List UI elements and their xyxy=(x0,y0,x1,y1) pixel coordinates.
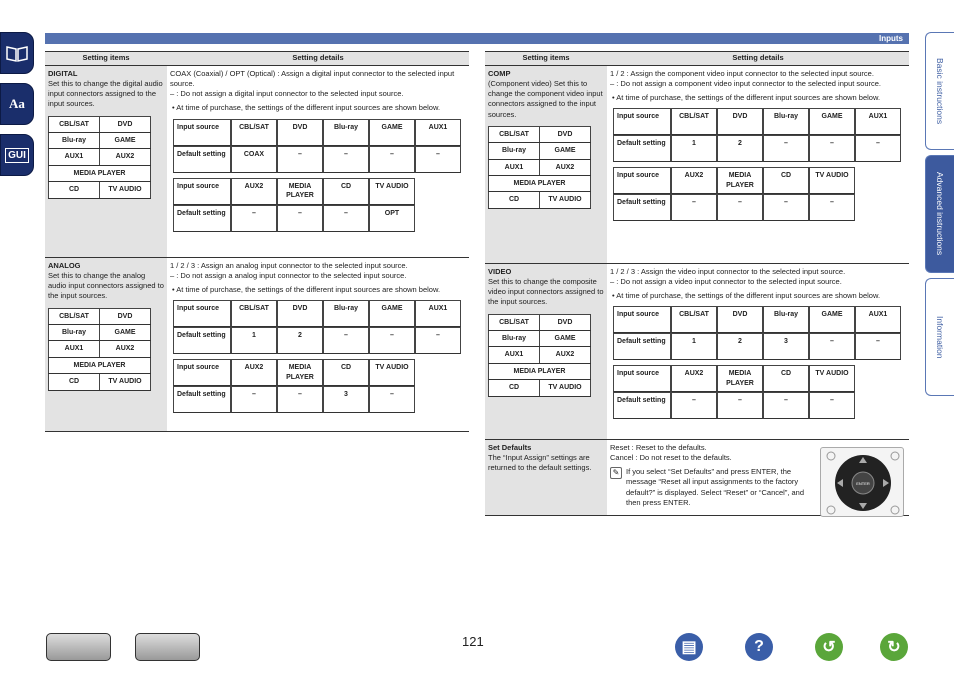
receiver-front-icon[interactable] xyxy=(46,633,111,661)
detail-line: 1 / 2 / 3 : Assign the video input connector to the selected input source. xyxy=(610,267,846,276)
input-panel: CBL/SAT DVD Blu-ray GAME AUX1 AUX2 MEDIA PLAYER CD TV AUDIO xyxy=(488,314,591,397)
bullet-note: • At time of purchase, the settings of the different input sources are shown below. xyxy=(612,291,881,301)
tip-note xyxy=(610,467,813,508)
item-desc: The “Input Assign” settings are returned to the default settings. xyxy=(488,453,592,473)
item-title: DIGITAL xyxy=(48,69,78,78)
detail-line: 1 / 2 : Assign the component video input connector to the selected input source. xyxy=(610,69,874,78)
item-desc: Set this to change the composite video input connectors assigned to the input sources. xyxy=(488,277,604,307)
glossary-icon[interactable]: Aa xyxy=(0,83,34,125)
col-header-details: Setting details xyxy=(607,52,909,66)
default-grid: Input source CBL/SAT DVD Blu-ray GAME AUX1 Default setting 1 2 – – – xyxy=(613,108,901,162)
bullet-note: • At time of purchase, the settings of the different input sources are shown below. xyxy=(612,93,881,103)
tab-basic-instructions[interactable]: Basic instructions xyxy=(925,32,954,150)
default-grid: Input source AUX2 MEDIA PLAYER CD TV AUDIO Default setting – – – OPT xyxy=(173,178,415,232)
bullet-note: • At time of purchase, the settings of the different input sources are shown below. xyxy=(172,103,441,113)
item-title: Set Defaults xyxy=(488,443,532,452)
default-grid: Input source AUX2 MEDIA PLAYER CD TV AUDIO Default setting – – 3 – xyxy=(173,359,415,413)
input-panel: CBL/SAT DVD Blu-ray GAME AUX1 AUX2 MEDIA PLAYER CD TV AUDIO xyxy=(48,308,151,391)
default-grid: Input source AUX2 MEDIA PLAYER CD TV AUDIO Default setting – – – – xyxy=(613,167,855,221)
bullet-note: • At time of purchase, the settings of the different input sources are shown below. xyxy=(172,285,441,295)
back-icon[interactable]: ↺ xyxy=(815,633,843,661)
row-digital xyxy=(45,66,469,258)
enter-key-label: ENTER xyxy=(856,481,870,486)
default-grid: Input source CBL/SAT DVD Blu-ray GAME AUX1 Default setting 1 2 – – – xyxy=(173,300,461,354)
gui-icon[interactable]: GUI xyxy=(0,134,34,176)
detail-line: – : Do not assign a digital input connector to the selected input source. xyxy=(170,89,404,99)
detail-line: – : Do not assign a component video input connector to the selected input source. xyxy=(610,79,882,89)
detail-line: Cancel : Do not reset to the defaults. xyxy=(610,453,732,463)
chapter-tabs xyxy=(925,32,954,401)
section-title: Inputs xyxy=(879,34,903,43)
default-grid: Input source CBL/SAT DVD Blu-ray GAME AUX1 Default setting 1 2 3 – – xyxy=(613,306,901,360)
page-number: 121 xyxy=(462,634,484,649)
item-desc: (Component video) Set this to change the component video input connectors assigned to the input sources. xyxy=(488,79,603,119)
row-comp xyxy=(485,66,909,264)
detail-line: Reset : Reset to the defaults. xyxy=(610,443,707,452)
item-desc: Set this to change the analog audio input connectors assigned to the input sources. xyxy=(48,271,164,301)
default-grid: Input source AUX2 MEDIA PLAYER CD TV AUDIO Default setting – – – – xyxy=(613,365,855,419)
book-icon[interactable] xyxy=(0,32,34,74)
item-desc: Set this to change the digital audio input connectors assigned to the input sources. xyxy=(48,79,163,109)
tab-advanced-instructions[interactable]: Advanced instructions xyxy=(925,155,954,273)
remote-illustration xyxy=(820,447,904,517)
settings-table-left xyxy=(45,51,469,432)
contents-book-icon[interactable]: ▤ xyxy=(675,633,703,661)
section-bar xyxy=(45,33,909,44)
input-panel: CBL/SAT DVD Blu-ray GAME AUX1 AUX2 MEDIA PLAYER CD TV AUDIO xyxy=(488,126,591,209)
tip-text: If you select “Set Defaults” and press ENTER, the message “Reset all input assignments to the factory default?” is displayed. Select “Reset” or “Cancel”, and then press ENTER. xyxy=(626,467,805,507)
item-title: COMP xyxy=(488,69,511,78)
row-analog xyxy=(45,258,469,432)
pencil-icon: ✎ xyxy=(610,467,622,479)
detail-line: – : Do not assign a analog input connector to the selected input source. xyxy=(170,271,407,281)
help-icon[interactable]: ? xyxy=(745,633,773,661)
cursor-pad-icon xyxy=(821,448,905,518)
detail-line: – : Do not assign a video input connector to the selected input source. xyxy=(610,277,842,287)
left-nav xyxy=(0,32,36,185)
input-panel: CBL/SAT DVD Blu-ray GAME AUX1 AUX2 MEDIA PLAYER CD TV AUDIO xyxy=(48,116,151,199)
detail-line: 1 / 2 / 3 : Assign an analog input connector to the selected input source. xyxy=(170,261,408,270)
row-video xyxy=(485,264,909,440)
detail-line: COAX (Coaxial) / OPT (Optical) : Assign a digital input connector to the selected input source. xyxy=(170,69,455,89)
footer xyxy=(0,630,954,670)
col-header-items: Setting items xyxy=(45,52,167,66)
tab-information[interactable]: Information xyxy=(925,278,954,396)
forward-icon[interactable]: ↻ xyxy=(880,633,908,661)
item-title: VIDEO xyxy=(488,267,512,276)
item-title: ANALOG xyxy=(48,261,81,270)
receiver-rear-icon[interactable] xyxy=(135,633,200,661)
col-header-items: Setting items xyxy=(485,52,607,66)
default-grid: Input source CBL/SAT DVD Blu-ray GAME AUX1 Default setting COAX – – – – xyxy=(173,119,461,173)
col-header-details: Setting details xyxy=(167,52,469,66)
